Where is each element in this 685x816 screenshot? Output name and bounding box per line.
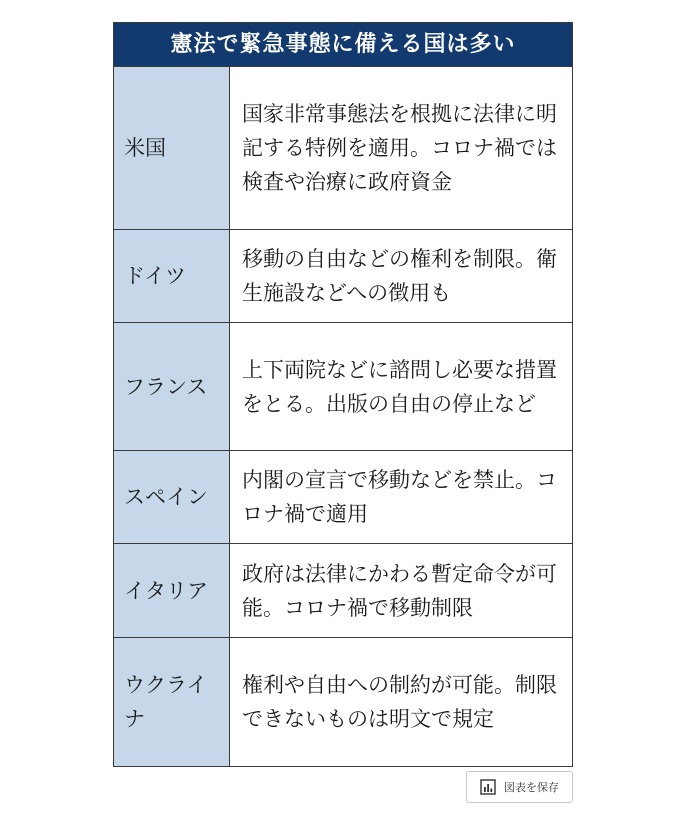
- country-cell: フランス: [114, 323, 230, 450]
- emergency-powers-table: [113, 22, 573, 767]
- table-row: [114, 451, 572, 544]
- table-row: [114, 323, 572, 451]
- description-cell: 政府は法律にかわる暫定命令が可能。コロナ禍で移動制限: [242, 561, 557, 620]
- description-cell: 移動の自由などの権利を制限。衛生施設などへの徴用も: [242, 247, 557, 305]
- bar-chart-icon: [480, 779, 496, 795]
- country-cell: イタリア: [114, 544, 230, 637]
- save-button-label: 図表を保存: [504, 781, 559, 794]
- country-cell: ウクライナ: [114, 638, 230, 766]
- save-chart-button[interactable]: [466, 771, 573, 803]
- country-cell: ドイツ: [114, 230, 230, 322]
- table-row: [114, 67, 572, 230]
- description-cell: 国家非常事態法を根拠に法律に明記する特例を適用。コロナ禍では検査や治療に政府資金: [242, 102, 557, 194]
- description-cell: 権利や自由への制約が可能。制限できないものは明文で規定: [242, 673, 557, 731]
- table-row: [114, 544, 572, 638]
- table-row: [114, 230, 572, 323]
- country-cell: 米国: [114, 67, 230, 229]
- table-title: 憲法で緊急事態に備える国は多い: [114, 23, 572, 67]
- description-cell: 内閣の宣言で移動などを禁止。コロナ禍で適用: [242, 468, 557, 526]
- table-row: [114, 638, 572, 766]
- description-cell: 上下両院などに諮問し必要な措置をとる。出版の自由の停止など: [242, 357, 557, 416]
- country-cell: スペイン: [114, 451, 230, 543]
